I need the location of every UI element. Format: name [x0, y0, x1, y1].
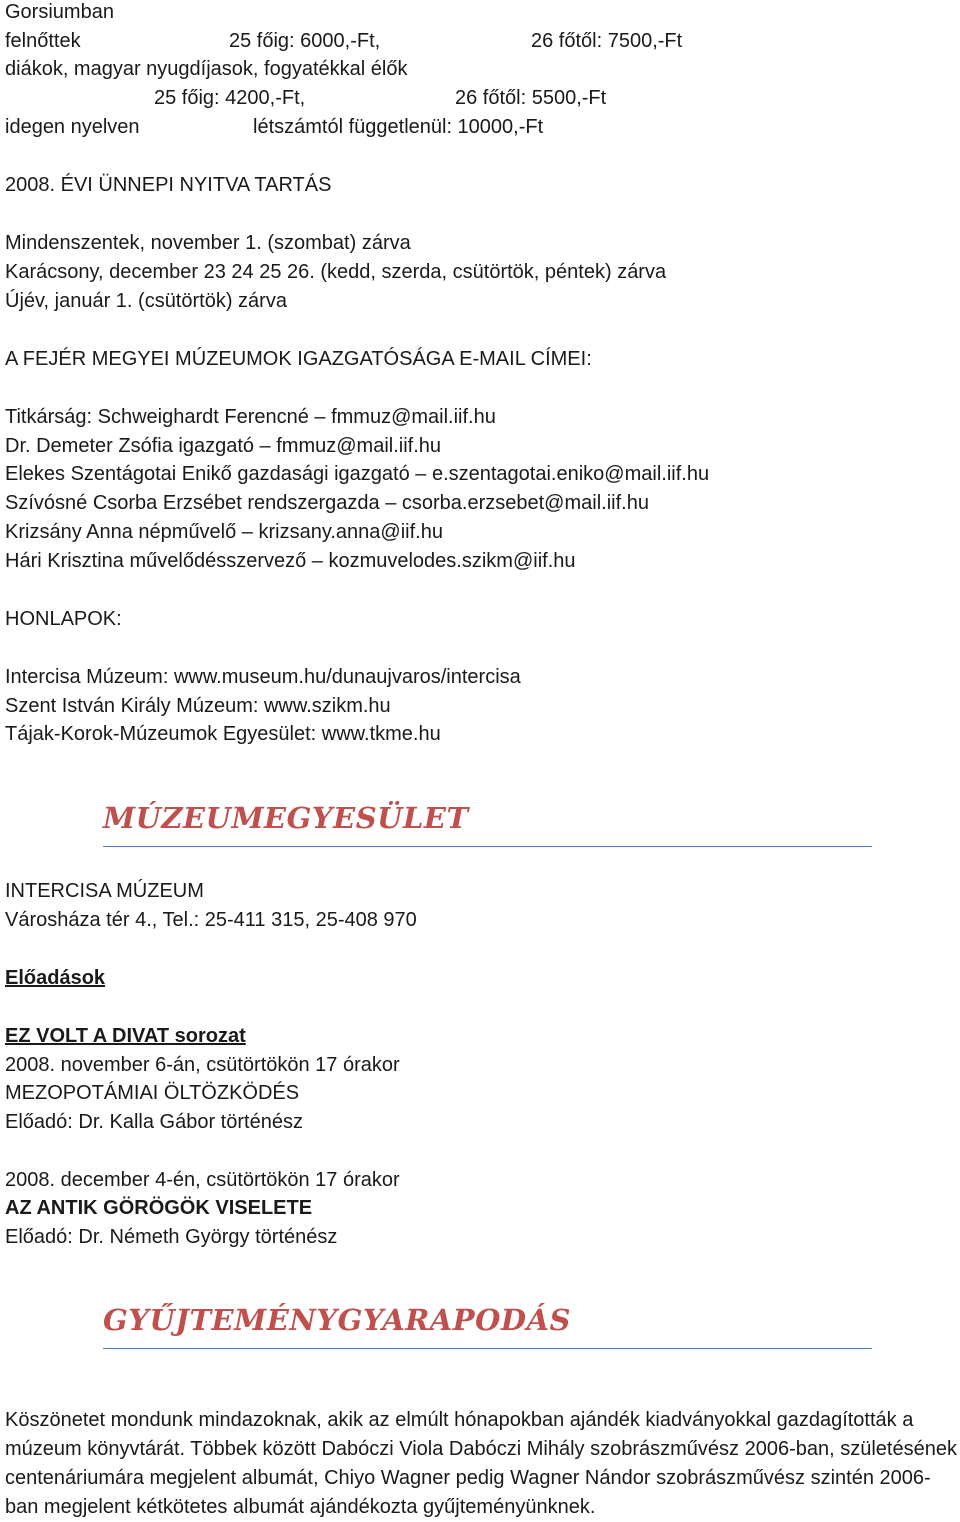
prices-title: Gorsiumban	[5, 1, 114, 23]
foreign-label: idegen nyelven	[5, 116, 140, 138]
section-divider	[103, 1348, 872, 1349]
lecture-series-title: EZ VOLT A DIVAT sorozat	[5, 1025, 246, 1047]
section-heading-gyujtemenygyarapodas: GYŰJTEMÉNYGYARAPODÁS	[103, 1303, 571, 1337]
email-line: Elekes Szentágotai Enikő gazdasági igazgató – e.szentagotai.eniko@mail.iif.hu	[5, 463, 710, 485]
holiday-line: Mindenszentek, november 1. (szombat) zárva	[5, 232, 411, 254]
museum-address: Városháza tér 4., Tel.: 25-411 315, 25-408 970	[5, 909, 417, 931]
email-line: Szívósné Csorba Erzsébet rendszergazda – csorba.erzsebet@mail.iif.hu	[5, 492, 649, 514]
holiday-line: Újév, január 1. (csütörtök) zárva	[5, 290, 287, 312]
lectures-title: Előadások	[5, 967, 106, 989]
event2-date: 2008. december 4-én, csütörtökön 17 órakor	[5, 1169, 400, 1191]
event2-title: AZ ANTIK GÖRÖGÖK VISELETE	[5, 1197, 313, 1219]
emails-title: A FEJÉR MEGYEI MÚZEUMOK IGAZGATÓSÁGA E-MAIL CÍMEI:	[5, 348, 592, 370]
adults-label: felnőttek	[5, 30, 81, 52]
event1-title: MEZOPOTÁMIAI ÖLTÖZKÖDÉS	[5, 1082, 300, 1104]
website-line: Szent István Király Múzeum: www.szikm.hu	[5, 695, 391, 717]
holidays-title: 2008. ÉVI ÜNNEPI NYITVA TARTÁS	[5, 174, 332, 196]
email-line: Titkárság: Schweighardt Ferencné – fmmuz@mail.iif.hu	[5, 406, 496, 428]
holiday-line: Karácsony, december 23 24 25 26. (kedd, szerda, csütörtök, péntek) zárva	[5, 261, 667, 283]
event1-date: 2008. november 6-án, csütörtökön 17 órakor	[5, 1054, 400, 1076]
acknowledgement-paragraph: Köszönetet mondunk mindazoknak, akik az elmúlt hónapokban ajándék kiadványokkal gazdagították a múzeum könyvtárát. Többek között Dabóczi Viola Dabóczi Mihály szobrászművész 2006-ban, születésének centenáriumára megjelent albumát, Chiyo Wagner pedig Wagner Nándor szobrászművész szintén 2006-ban megjelent kétkötetes albumát ajándékozta gyűjteményünknek.	[5, 1409, 957, 1518]
students-over26-price: 26 főtől: 5500,-Ft	[455, 87, 607, 109]
section-divider	[103, 846, 872, 847]
section-heading-muzeumegyesulet: MÚZEUMEGYESÜLET	[103, 801, 469, 835]
students-label: diákok, magyar nyugdíjasok, fogyatékkal élők	[5, 58, 408, 80]
website-line: Tájak-Korok-Múzeumok Egyesület: www.tkme.hu	[5, 723, 441, 745]
email-line: Hári Krisztina művelődésszervező – kozmuvelodes.szikm@iif.hu	[5, 550, 576, 572]
adults-under25-price: 25 főig: 6000,-Ft,	[229, 30, 381, 52]
email-line: Dr. Demeter Zsófia igazgató – fmmuz@mail.iif.hu	[5, 435, 442, 457]
event1-speaker: Előadó: Dr. Kalla Gábor történész	[5, 1111, 303, 1133]
students-under25-price: 25 főig: 4200,-Ft,	[154, 87, 306, 109]
websites-title: HONLAPOK:	[5, 608, 122, 630]
email-line: Krizsány Anna népművelő – krizsany.anna@iif.hu	[5, 521, 443, 543]
event2-speaker: Előadó: Dr. Németh György történész	[5, 1226, 338, 1248]
museum-name: INTERCISA MÚZEUM	[5, 880, 204, 902]
adults-over26-price: 26 főtől: 7500,-Ft	[531, 30, 683, 52]
website-line: Intercisa Múzeum: www.museum.hu/dunaujvaros/intercisa	[5, 666, 521, 688]
foreign-price: létszámtól függetlenül: 10000,-Ft	[253, 116, 544, 138]
